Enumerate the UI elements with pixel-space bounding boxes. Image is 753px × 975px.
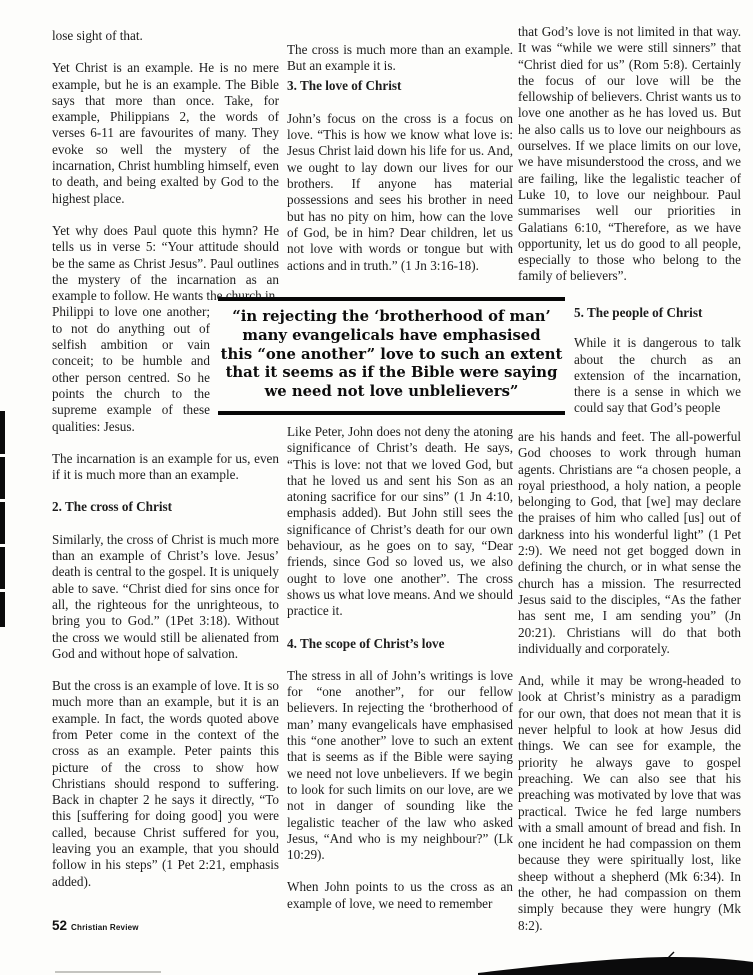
paragraph: Yet why does Paul quote this hymn? He tells us in verse 5: “Your attitude should be the same as Christ Jesus”. Paul outlines the mystery of the incarnation as an example to follow. He wants the church in <box>52 222 279 304</box>
paragraph: The incarnation is an example for us, even if it is much more than an example. <box>52 450 279 483</box>
scan-artifact-page-shadow <box>478 948 753 975</box>
scan-artifact-edge-mark <box>0 411 5 454</box>
pull-quote <box>218 297 565 415</box>
paragraph: Yet Christ is an example. He is no mere example, but he is an example. The Bible says that more than once. Take, for example, Philippians 2, the words of verses 6-11 are favourites of many. They evoke so well the mystery of the incarnation, Christ humbling himself, even to death, and being exalted by God to the highest place. <box>52 60 279 206</box>
column-middle-upper <box>287 42 513 290</box>
section-heading-scope-of-christs-love: 4. The scope of Christ’s love <box>287 635 445 651</box>
paragraph: And, while it may be wrong-headed to look at Christ’s ministry as a paradigm for our own, that does not mean that it is never helpful to look at how Jesus did things. We can see for example, the priority he always gave to gospel preaching. We can also see that his preaching was motivated by love that was practical. Twice he fed large numbers with a small amount of bread and fish. In one incident he had compassion on them because they were spiritually lost, like sheep without a shepherd (Mk 6:34). In the other, he had compassion on them simply because they were hungry (Mk 8:2). <box>518 673 741 933</box>
pull-quote-line: “in rejecting the ‘brotherhood of man’ <box>232 308 551 325</box>
scan-artifact-edge-mark <box>0 547 5 589</box>
column-middle-lower <box>287 424 513 928</box>
scan-artifact-edge-mark <box>0 592 5 627</box>
paragraph: lose sight of that. <box>52 28 143 43</box>
scan-artifact-smudge <box>55 971 161 973</box>
section-heading-people-of-christ: 5. The people of Christ <box>574 305 703 320</box>
section-heading-cross-of-christ: 2. The cross of Christ <box>52 499 173 515</box>
scan-artifact-edge-mark <box>0 502 5 544</box>
page-number: 52 <box>52 918 68 933</box>
paragraph-wrapped-beside-quote: While it is dangerous to talk about the church as an extension of the incarnation, there is a sense in which we could say that God’s people <box>574 335 741 416</box>
pull-quote-line: many evangelicals have emphasised <box>242 326 541 344</box>
column-right-upper <box>518 24 741 301</box>
paragraph: But the cross is an example of love. It is so much more than an example, but it is an example. In fact, the words quoted above from Peter come in the context of the cross as an example. Peter paints this picture of the cross to show how Christians should respond to suffering. Back in chapter 2 he says it directly, “To this [suffering for doing good] you were called, because Christ suffered for you, leaving you an example, that you should follow in his steps” (1 Pet 2:21, emphasis added). <box>52 678 279 889</box>
paragraph: The cross is much more than an example. But an example it is. <box>287 42 513 74</box>
paragraph: that God’s love is not limited in that way. It was “while we were still sinners” that “Christ died for us” (Rom 5:8). Certainly the focus of our love will be the fellowship of believers. Christ wants us to love one another as he has loved us. But he also calls us to love our neighbours as ourselves. If we place limits on our love, we have misunderstood the cross, and we are failing, like the legalistic teacher of Luke 10, to love our neighbour. Paul summarises well our priorities in Galatians 6:10, “Therefore, as we have opportunity, let us do good to all people, especially to those who belong to the family of believers”. <box>518 24 741 284</box>
pull-quote-line: we need not love unblelievers” <box>264 383 519 401</box>
pull-quote-line: this “one another” love to such an extent <box>220 345 563 363</box>
column-right-beside-quote <box>574 305 741 417</box>
pull-quote-line: that it seems as if the Bible were saying <box>225 364 558 382</box>
section-heading-love-of-christ: 3. The love of Christ <box>287 77 402 93</box>
column-right-lower <box>518 429 741 950</box>
scan-artifact-edge-mark <box>0 457 5 499</box>
paragraph: Like Peter, John does not deny the atoning significance of Christ’s death. He says, “This is love: not that we loved God, but that he loved us and sent his Son as an atoning sacrifice for our sins” (1 Jn 4:10, emphasis added). But John still sees the significance of Christ’s death for our own behaviour, as he goes on to say, “Dear friends, since God so loved us, we also ought to love one another”. The cross shows us what love means. And we should practice it. <box>287 424 513 619</box>
paragraph-wrapped-beside-quote: Philippi to love one another; to not do anything out of selfish ambition or vain conceit; to be humble and other person centred. So he points the church to the supreme example of these qualities: Jesus. <box>52 304 210 434</box>
page-footer <box>52 918 139 933</box>
paragraph: The stress in all of John’s writings is love for “one another”, for our fellow believers. In rejecting the ‘brotherhood of man’ many evangelicals have emphasised this “one another” love to such an extent that is seems as if the Bible were saying we need not love unbelievers. If we begin to look for such limits on our love, are we not in danger of sounding like the legalistic teacher of the law who asked Jesus, “And who is my neighbour?” (Lk 10:29). <box>287 667 513 863</box>
paragraph: John’s focus on the cross is a focus on love. “This is how we know what love is: Jesus Christ laid down his life for us. And, we ought to lay down our lives for our brothers. If anyone has material possessions and sees his brother in need but has no pity on him, how can the love of God, be in him? Dear children, let us not love with words or tongue but with actions and in truth.” (1 Jn 3:16-18). <box>287 110 513 273</box>
paragraph: When John points to us the cross as an example of love, we need to remember <box>287 879 513 911</box>
paragraph: are his hands and feet. The all-powerful God chooses to work through human agents. Christians are “a chosen people, a royal priesthood, a holy nation, a people belonging to God, that [we] may declare the praises of him who called [us] out of darkness into his wonderful light” (1 Pet 2:9). We need not get bogged down in defining the church, or in what sense the church has a mission. The resurrected Jesus said to the disciples, “As the father has sent me, I am sending you” (Jn 20:21). Christians will do that both individually and corporately. <box>518 429 741 656</box>
column-left <box>52 28 279 906</box>
publication-name: Christian Review <box>71 923 139 932</box>
paragraph: Similarly, the cross of Christ is much more than an example of Christ’s love. Jesus’ death is central to the gospel. It is uniquely able to save. “Christ died for sins once for all, the righteous for the unrighteous, to bring you to God.” (1Pet 3:18). Without the cross we would still be alienated from God and without hope of salvation. <box>52 531 279 661</box>
